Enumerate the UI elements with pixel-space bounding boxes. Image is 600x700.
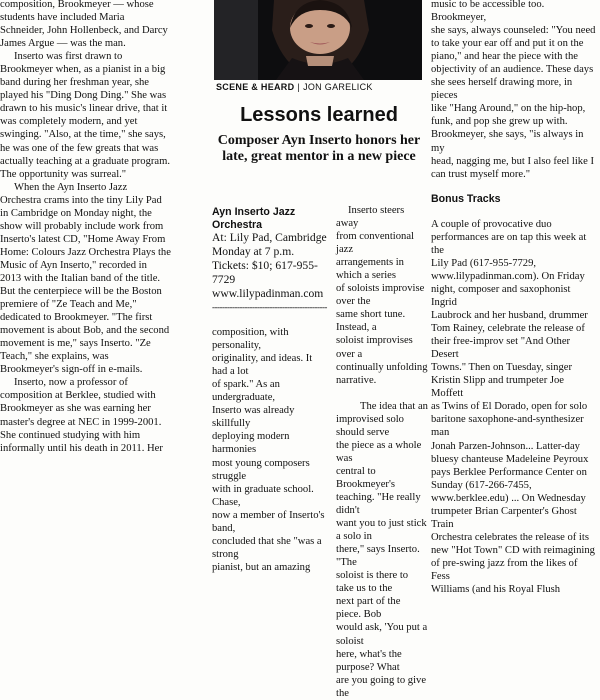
subheadline: Composer Ayn Inserto honors her late, great mentor in a new piece xyxy=(217,133,421,164)
text-line: he was one of the few greats that was xyxy=(0,142,159,154)
text-line: want you to just stick a solo in xyxy=(336,518,427,543)
text-line: their free-improv set "And Other Desert xyxy=(431,336,571,361)
text-line: Schneider, John Hollenbeck, and Darcy xyxy=(0,25,168,37)
text-line: The opportunity was surreal." xyxy=(0,168,127,180)
bonus-tracks-heading: Bonus Tracks xyxy=(431,192,501,205)
text-line: most young composers struggle xyxy=(212,457,310,482)
text-line: there," says Inserto. "The xyxy=(336,544,420,569)
text-line: in Cambridge on Monday night, the xyxy=(0,207,152,219)
text-line: Sunday (617-266-7455, xyxy=(431,479,532,491)
portrait-photo xyxy=(214,0,422,80)
text-line: composition, Brookmeyer — whose xyxy=(0,0,154,10)
text-line: trumpeter Brian Carpenter's Ghost Train xyxy=(431,505,577,530)
text-line: improvised solo should serve xyxy=(336,413,404,438)
text-line: Orchestra celebrates the release of its xyxy=(431,531,589,543)
text-line: objectivity of an audience. These days xyxy=(431,64,594,76)
text-line: now a member of Inserto's band, xyxy=(212,509,325,534)
text-line: The idea that an xyxy=(360,400,428,412)
text-line: Inserto was first drawn to xyxy=(14,51,123,63)
text-line: Inserto was already skillfully xyxy=(212,405,295,430)
text-line: night, composer and saxophonist Ingrid xyxy=(431,283,571,308)
text-line: was completely modern, and yet xyxy=(0,116,138,128)
text-line: as Twins of El Dorado, open for solo xyxy=(431,401,588,413)
text-line: James Argue — was the man. xyxy=(0,38,126,50)
text-line: the piece as a whole was xyxy=(336,439,422,464)
event-tickets: Tickets: $10; 617-955-7729 xyxy=(212,259,318,286)
text-line: of soloists improvise over the xyxy=(336,283,425,308)
text-line: Brookmeyer as she was earning her xyxy=(0,403,151,415)
text-line: Williams (and his Royal Flush xyxy=(431,584,561,596)
text-line: soloist improvises over a xyxy=(336,335,413,360)
text-line: same short tune. Instead, a xyxy=(336,309,406,334)
author-name: JON GARELICK xyxy=(303,82,373,92)
text-line: www.berklee.edu) ... On Wednesday xyxy=(431,492,586,504)
right-middle-article-column xyxy=(336,204,428,700)
text-line: Brookmeyer's sign-off in e-mails. xyxy=(0,364,143,376)
photo-credit xyxy=(216,82,422,96)
text-line: head, nagging me, but I also feel like I xyxy=(431,155,594,167)
text-line: 2013 with the Italian band of the title. xyxy=(0,272,161,284)
event-info-box xyxy=(212,206,330,574)
text-line: Music of Ayn Inserto," recorded in xyxy=(0,259,147,271)
text-line: pays Berklee Performance Center on xyxy=(431,466,587,478)
text-line: informally until his death in 2011. Her xyxy=(0,442,163,454)
text-line: concluded that she "was a strong xyxy=(212,535,322,560)
text-line: continually unfolding xyxy=(336,361,428,373)
text-line: new "Hot Town" CD with reimagining xyxy=(431,544,595,556)
text-line: piano," and hear the piece with the xyxy=(431,51,578,63)
middle-article-column xyxy=(212,326,330,574)
text-line: swinging. "Also, at the time," she says, xyxy=(0,129,166,141)
text-line: master's degree at NEC in 1999-2001. xyxy=(0,416,162,428)
text-line: Brookmeyer when, as a pianist in a big xyxy=(0,64,166,76)
event-title: Ayn Inserto Jazz Orchestra xyxy=(212,206,296,231)
text-line: A couple of provocative duo xyxy=(431,218,552,230)
text-line: movement is me," says Inserto. "Ze xyxy=(0,338,151,350)
text-line: movement is about Bob, and the second xyxy=(0,325,170,337)
text-line: central to Brookmeyer's xyxy=(336,465,395,490)
text-line: Towns." Then on Tuesday, singer xyxy=(431,362,573,374)
credit-separator: | xyxy=(297,82,301,92)
text-line: show will probably include work from xyxy=(0,220,164,232)
event-time: Monday at 7 p.m. xyxy=(212,245,295,258)
text-line: of pre-swing jazz from the likes of Fess xyxy=(431,557,578,582)
text-line: bluesy chanteuse Madeleine Peyroux xyxy=(431,453,589,465)
text-line: of spark." As an undergraduate, xyxy=(212,379,280,404)
text-line: arrangements in which a series xyxy=(336,257,404,282)
text-line: Inserto steers away xyxy=(336,205,405,230)
info-divider: ---------------------------------------------- xyxy=(212,302,327,312)
text-line: performances are on tap this week at the xyxy=(431,231,587,256)
text-line: can trust myself more." xyxy=(431,168,531,180)
text-line: Jonah Parzen-Johnson... Latter-day xyxy=(431,440,580,452)
section-label: SCENE & HEARD xyxy=(216,82,295,92)
text-line: here, what's the purpose? What xyxy=(336,648,402,673)
text-line: premiere of "Ze Teach and Me," xyxy=(0,299,137,311)
left-article-column xyxy=(0,0,206,455)
text-line: But the centerpiece will be the Boston xyxy=(0,286,162,298)
text-line: Laubrock and her husband, drummer xyxy=(431,310,588,322)
text-line: Brookmeyer, she says, "is always in my xyxy=(431,129,584,154)
text-line: baritone saxophone-and-synthesizer man xyxy=(431,414,584,439)
text-line: Inserto's latest CD, "Home Away From xyxy=(0,233,166,245)
text-line: When the Ayn Inserto Jazz xyxy=(14,181,128,193)
text-line: next part of the piece. Bob xyxy=(336,596,401,621)
text-line: drawn to his music's linear drive, that it xyxy=(0,103,168,115)
text-line: Inserto, now a professor of xyxy=(14,377,128,389)
text-line: from conventional jazz xyxy=(336,231,414,256)
right-article-column xyxy=(431,0,596,596)
text-line: Home: Colours Jazz Orchestra Plays the xyxy=(0,246,171,258)
text-line: to take your ear off and put it on the xyxy=(431,38,584,50)
text-line: narrative. xyxy=(336,374,377,386)
text-line: funk, and pop she grew up with. xyxy=(431,116,568,128)
text-line: played his "Ding Dong Ding." She was xyxy=(0,90,167,102)
text-line: www.lilypadinman.com). On Friday xyxy=(431,270,585,282)
event-venue: At: Lily Pad, Cambridge xyxy=(212,231,327,244)
text-line: like "Hang Around," on the hip-hop, xyxy=(431,103,586,115)
event-website: www.lilypadinman.com xyxy=(212,287,324,300)
text-line: Orchestra crams into the tiny Lily Pad xyxy=(0,194,162,206)
text-line: are you going to give the xyxy=(336,674,427,699)
text-line: pianist, but an amazing xyxy=(212,561,311,573)
text-line: she sees herself drawing more, in pieces xyxy=(431,77,573,102)
text-line: Kristin Slipp and trumpeter Joe Moffett xyxy=(431,375,564,400)
text-line: Lily Pad (617-955-7729, xyxy=(431,257,537,269)
article-photo xyxy=(214,0,422,80)
text-line: actually teaching at a graduate program. xyxy=(0,155,171,167)
text-line: deploying modern harmonies xyxy=(212,431,290,456)
headline: Lessons learned xyxy=(240,104,398,126)
text-line: students have included Maria xyxy=(0,12,125,24)
text-line: music to be accessible too. Brookmeyer, xyxy=(431,0,545,24)
text-line: with in graduate school. Chase, xyxy=(212,483,314,508)
text-line: soloist is there to take us to the xyxy=(336,570,409,595)
text-line: would ask, 'You put a soloist xyxy=(336,622,428,647)
text-line: composition, with personality, xyxy=(212,327,289,352)
text-line: composition at Berklee, studied with xyxy=(0,390,156,402)
text-line: She continued studying with him xyxy=(0,429,141,441)
text-line: teaching. "He really didn't xyxy=(336,491,421,517)
text-line: Tom Rainey, celebrate the release of xyxy=(431,323,585,335)
text-line: she says, always counseled: "You need xyxy=(431,25,596,37)
text-line: Teach," she explains, was xyxy=(0,351,109,363)
text-line: band during her freshman year, she xyxy=(0,77,150,89)
text-line: originality, and ideas. It had a lot xyxy=(212,353,313,378)
text-line: dedicated to Brookmeyer. "The first xyxy=(0,312,153,324)
